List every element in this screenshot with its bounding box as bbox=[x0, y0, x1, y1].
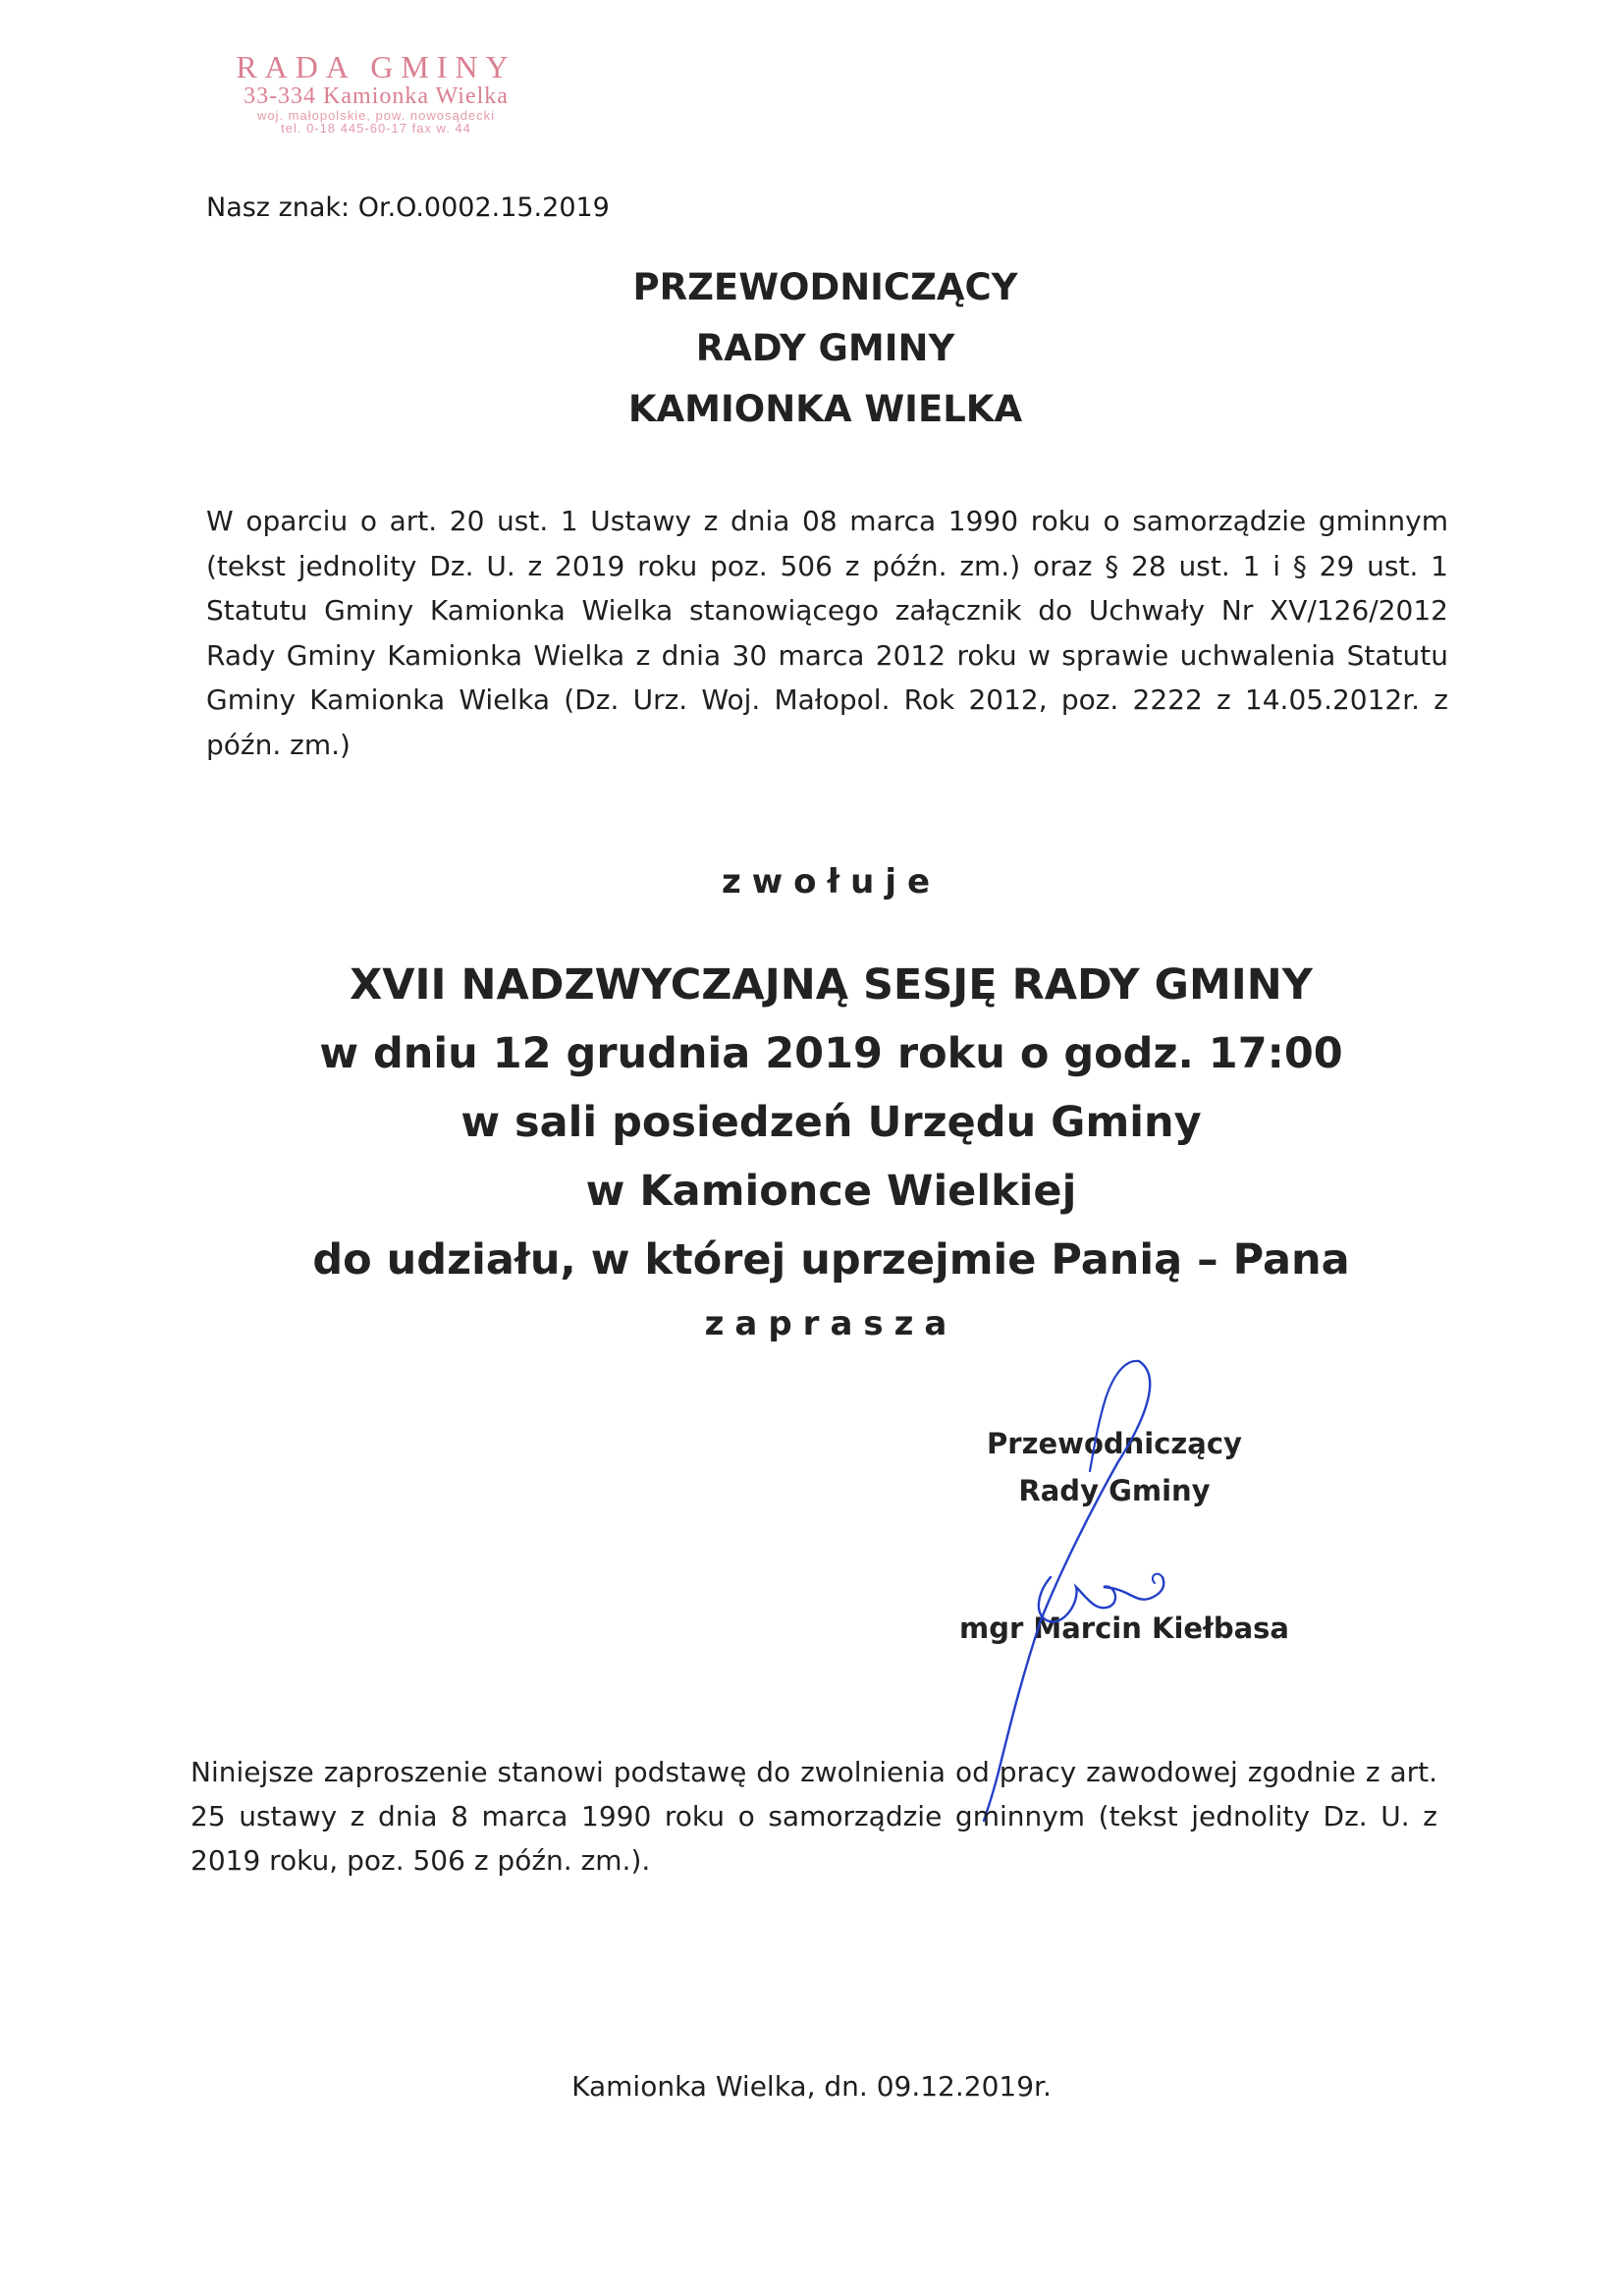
session-announcement bbox=[0, 951, 1623, 1294]
document-heading bbox=[0, 257, 1623, 440]
session-invitation-line: do udziału, w której uprzejmie Panią – Pana bbox=[312, 1235, 1350, 1285]
session-town: w Kamionce Wielkiej bbox=[585, 1167, 1077, 1216]
heading-line-3: KAMIONKA WIELKA bbox=[627, 388, 1023, 430]
stamp-line-3: woj. małopolskie, pow. nowosądecki bbox=[256, 107, 496, 123]
stamp-line-1: RADA GMINY bbox=[236, 49, 516, 84]
signature-stroke-hook bbox=[1153, 1574, 1163, 1583]
signature-stroke-upper-loop bbox=[1090, 1361, 1139, 1471]
signatory-title-2: Rady Gminy bbox=[1018, 1474, 1211, 1507]
convokes-word: zwołuje bbox=[721, 862, 942, 902]
stamp-line-2: 33-334 Kamionka Wielka bbox=[243, 82, 509, 109]
reference-number: Nasz znak: Or.O.0002.15.2019 bbox=[206, 192, 610, 223]
council-stamp bbox=[194, 51, 558, 136]
place-and-date: Kamionka Wielka, dn. 09.12.2019r. bbox=[571, 2070, 1052, 2103]
employment-leave-note: Niniejsze zaproszenie stanowi podstawę do zwolnienia od pracy zawodowej zgodnie z art. 25 ustawy z dnia 8 marca 1990 roku o samorządzie gminnym (tekst jednolity Dz. U. z 2019 roku, poz. 506 z późn. zm.). bbox=[190, 1756, 1437, 1877]
session-venue: w sali posiedzeń Urzędu Gminy bbox=[460, 1098, 1202, 1147]
invites-word: zaprasza bbox=[704, 1304, 958, 1343]
legal-basis-paragraph: W oparciu o art. 20 ust. 1 Ustawy z dnia 08 marca 1990 roku o samorządzie gminnym (tekst jednolity Dz. U. z 2019 roku poz. 506 z późn. zm.) oraz § 28 ust. 1 i § 29 ust. 1 Statutu Gminy Kamionka Wielka stanowiącego załącznik do Uchwały Nr XV/126/2012 Rady Gminy Kamionka Wielka z dnia 30 marca 2012 roku w sprawie uchwalenia Statutu Gminy Kamionka Wielka (Dz. Urz. Woj. Małopol. Rok 2012, poz. 2222 z 14.05.2012r. z późn. zm.) bbox=[206, 505, 1448, 761]
session-date: w dniu 12 grudnia 2019 roku o godz. 17:00 bbox=[319, 1029, 1343, 1078]
signatory-title-1: Przewodniczący bbox=[987, 1427, 1242, 1460]
session-title: XVII NADZWYCZAJNĄ SESJĘ RADY GMINY bbox=[350, 960, 1313, 1010]
heading-line-2: RADY GMINY bbox=[695, 327, 955, 369]
heading-line-1: PRZEWODNICZĄCY bbox=[632, 266, 1018, 308]
stamp-line-4: tel. 0-18 445-60-17 fax w. 44 bbox=[281, 121, 471, 137]
signatory-name: mgr Marcin Kiełbasa bbox=[959, 1612, 1289, 1645]
